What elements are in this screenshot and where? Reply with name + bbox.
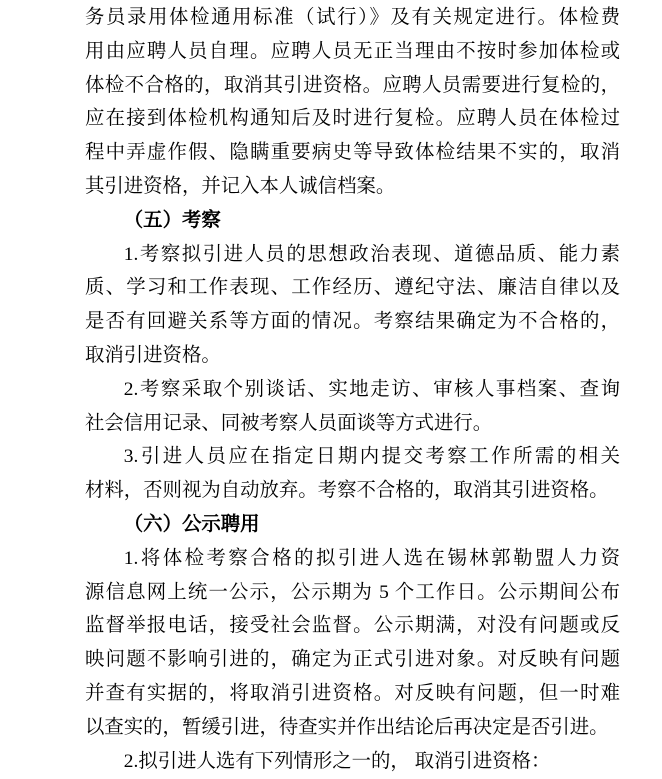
paragraph-inspection-methods: [85, 373, 620, 441]
text-line: 材料，否则视为自动放弃。考察不合格的，取消其引进资格。: [85, 480, 609, 502]
paragraph-physical-exam: [85, 1, 620, 204]
text-line: 体检不合格的，取消其引进资格。应聘人员需要进行复检的，: [85, 74, 620, 96]
paragraph-public-notice: [85, 542, 620, 745]
text-line: 并查有实据的，将取消引进资格。对反映有问题，但一时难: [85, 682, 620, 704]
text-line: 取消引进资格。: [85, 344, 221, 366]
section-heading-6: [85, 508, 620, 542]
paragraph-inspection-scope: [85, 238, 620, 373]
text-line: 1.考察拟引进人员的思想政治表现、道德品质、能力素: [123, 243, 620, 265]
text-line: 源信息网上统一公示，公示期为 5 个工作日。公示期间公布: [85, 581, 620, 603]
text-line: 社会信用记录、同被考察人员面谈等方式进行。: [85, 412, 493, 434]
text-line: 以查实的，暂缓引进，待查实并作出结论后再决定是否引进。: [85, 716, 609, 738]
text-line: 映问题不影响引进的，确定为正式引进对象。对反映有问题: [85, 649, 620, 671]
paragraph-disqualification-intro: [85, 745, 620, 779]
text-line: 监督举报电话，接受社会监督。公示期满，对没有问题或反: [85, 615, 620, 637]
text-line: 应在接到体检机构通知后及时进行复检。应聘人员在体检过: [85, 108, 620, 130]
text-line: 2.拟引进人选有下列情形之一的， 取消引进资格：: [123, 750, 551, 772]
text-line: 1.将体检考察合格的拟引进人选在锡林郭勒盟人力资: [123, 547, 620, 569]
text-line: 其引进资格，并记入本人诚信档案。: [85, 175, 396, 197]
heading-gongshi-pinyong: （六）公示聘用: [123, 513, 260, 535]
text-line: 3.引进人员应在指定日期内提交考察工作所需的相关: [123, 446, 620, 468]
paragraph-materials-submission: [85, 440, 620, 508]
text-line: 质、学习和工作表现、工作经历、遵纪守法、廉洁自律以及: [85, 277, 620, 299]
text-line: 2.考察采取个别谈话、实地走访、审核人事档案、查询: [123, 378, 620, 400]
text-line: 用由应聘人员自理。应聘人员无正当理由不按时参加体检或: [85, 40, 620, 62]
section-heading-5: [85, 204, 620, 238]
text-line: 务员录用体检通用标准（试行）》及有关规定进行。体检费: [85, 7, 620, 28]
document-content: [85, 1, 620, 778]
text-line: 是否有回避关系等方面的情况。考察结果确定为不合格的，: [85, 311, 620, 333]
heading-kaocha: （五）考察: [123, 209, 221, 231]
text-line: 程中弄虚作假、隐瞒重要病史等导致体检结果不实的，取消: [85, 142, 620, 164]
